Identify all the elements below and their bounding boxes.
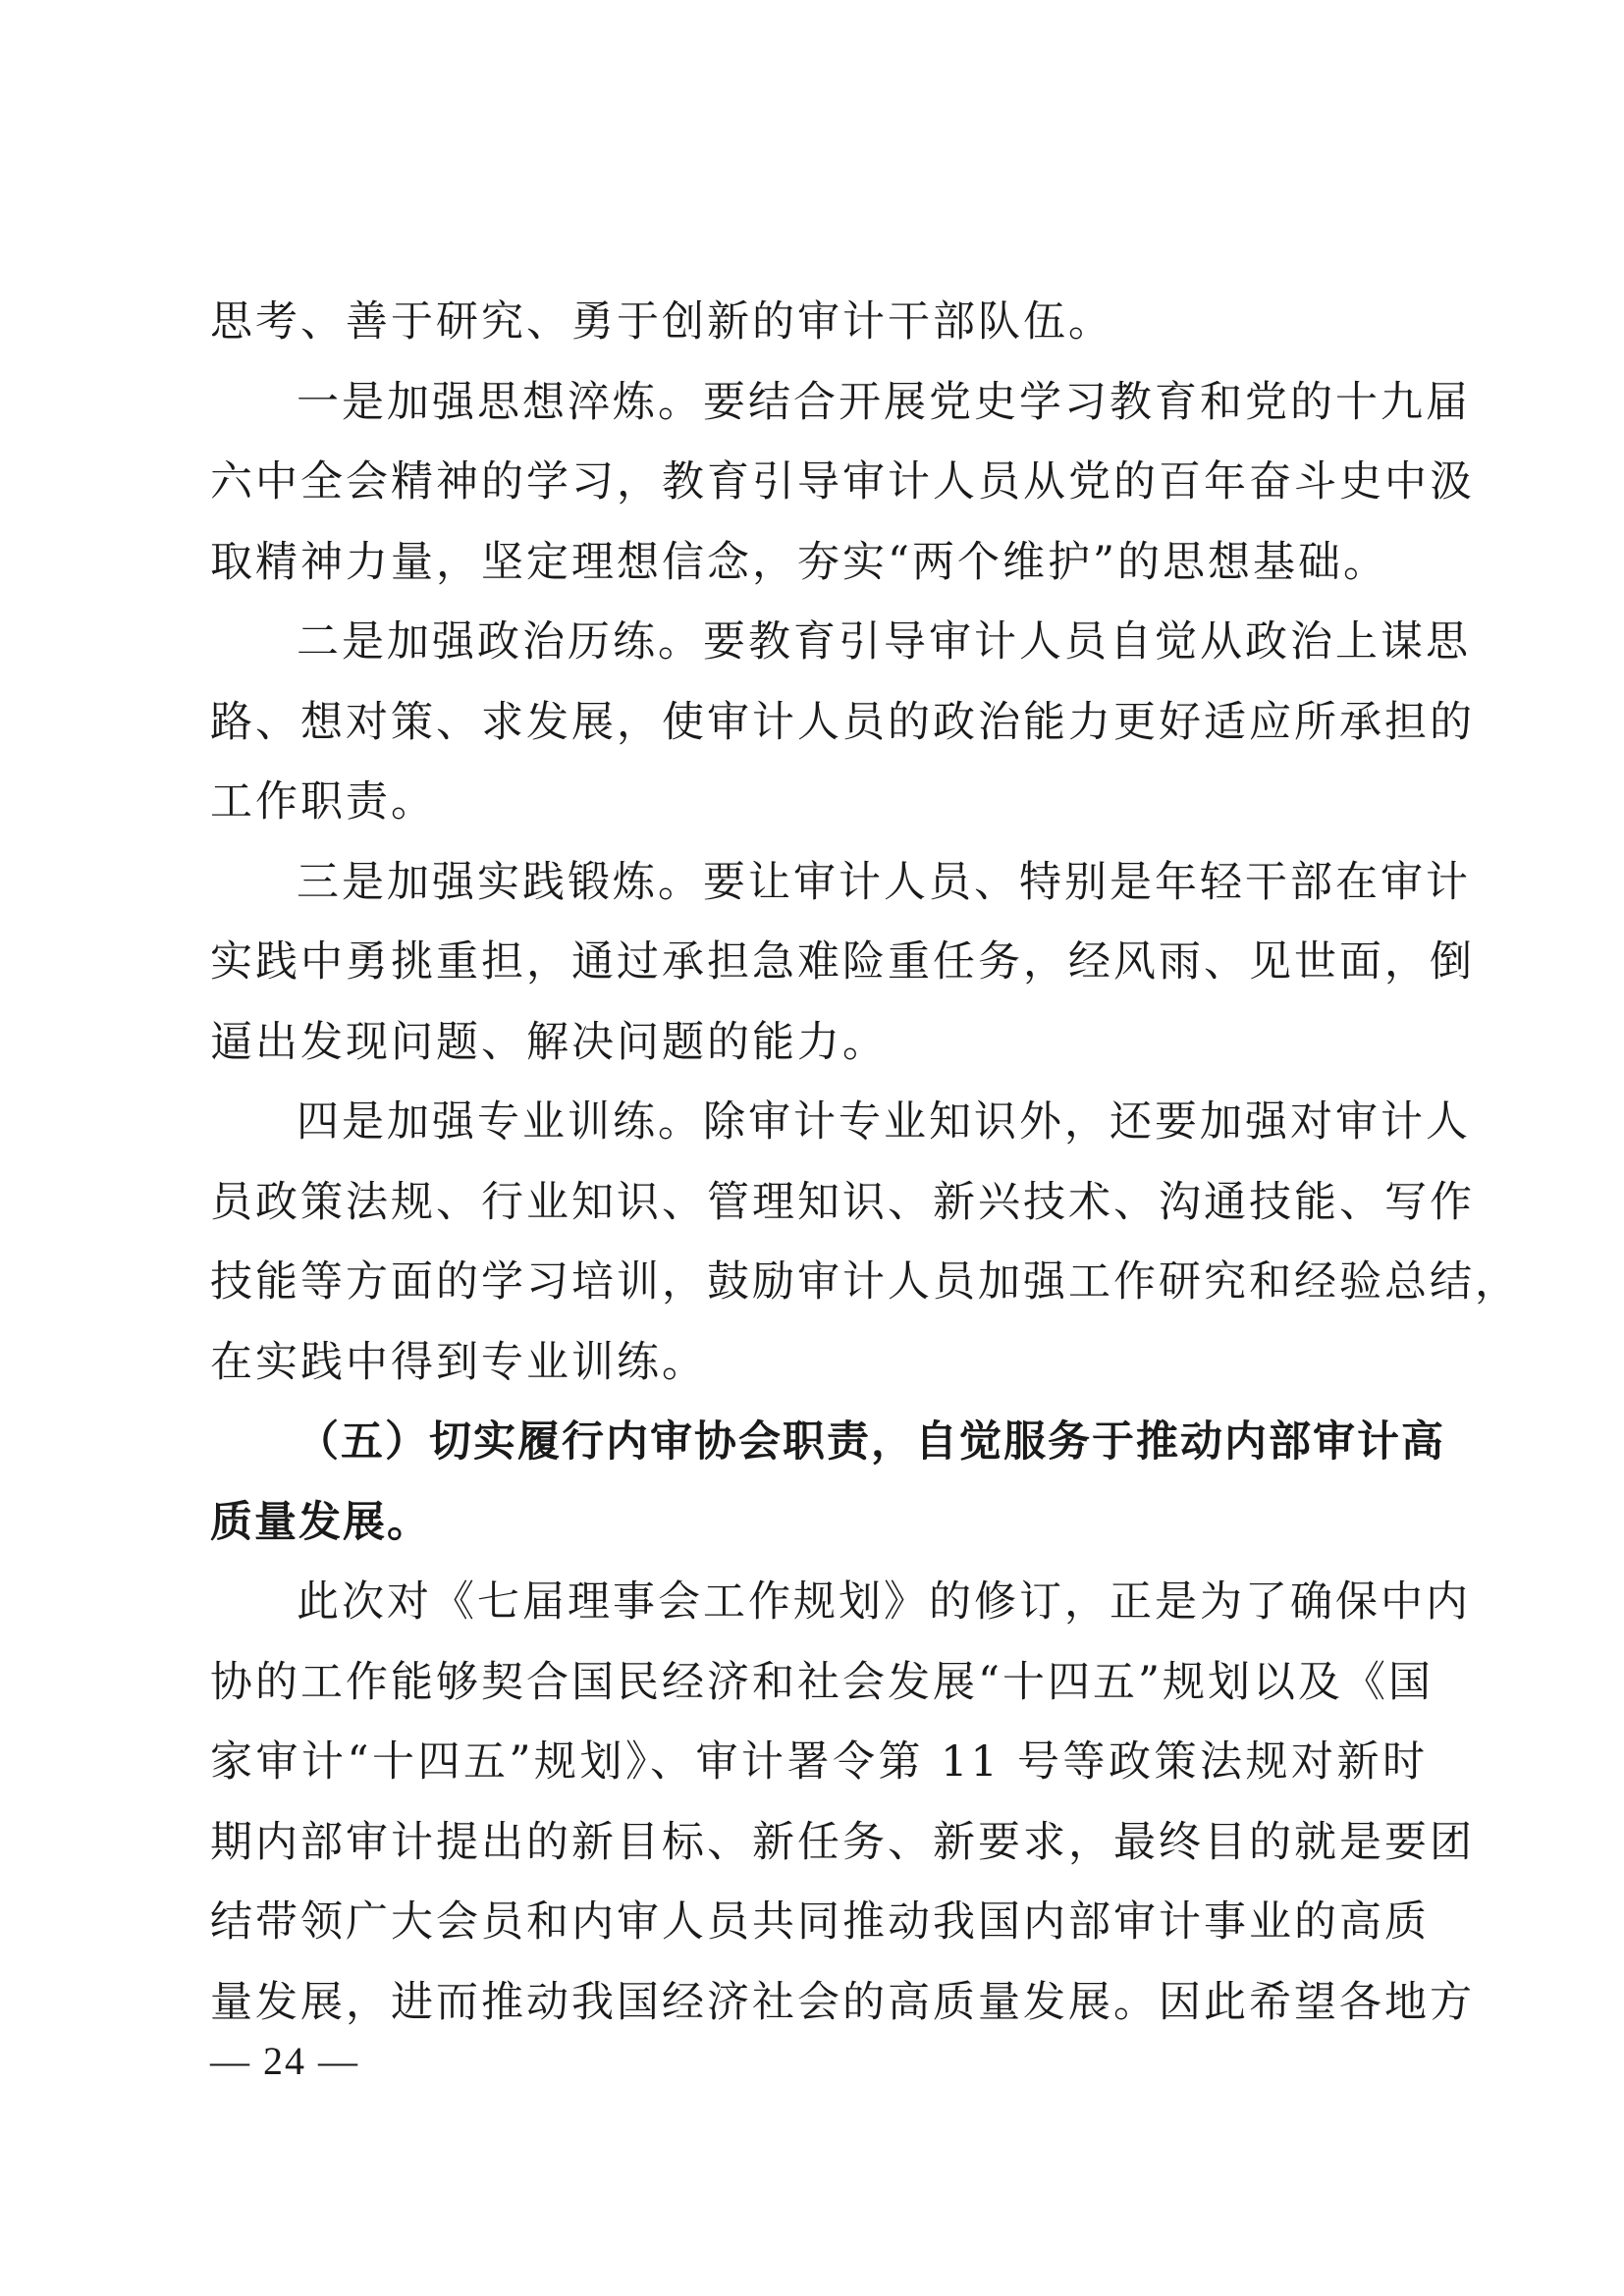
paragraph-line: 量发展，进而推动我国经济社会的高质量发展。因此希望各地方 [210, 1977, 1475, 2027]
paragraph-line: 一是加强思想淬炼。要结合开展党史学习教育和党的十九届 [297, 377, 1471, 427]
paragraph-line: 技能等方面的学习培训，鼓励审计人员加强工作研究和经验总结， [210, 1257, 1520, 1307]
paragraph-line: 六中全会精神的学习，教育引导审计人员从党的百年奋斗史中汲 [210, 457, 1475, 507]
paragraph-line: 在实践中得到专业训练。 [210, 1337, 707, 1387]
paragraph-line: 四是加强专业训练。除审计专业知识外，还要加强对审计人 [297, 1097, 1471, 1147]
paragraph-line: 三是加强实践锻炼。要让审计人员、特别是年轻干部在审计 [297, 857, 1471, 907]
page-number: — 24 — [210, 2039, 359, 2083]
paragraph-line: 二是加强政治历练。要教育引导审计人员自觉从政治上谋思 [297, 617, 1471, 667]
paragraph-line: 员政策法规、行业知识、管理知识、新兴技术、沟通技能、写作 [210, 1177, 1475, 1227]
paragraph-line: 思考、善于研究、勇于创新的审计干部队伍。 [210, 297, 1113, 347]
paragraph-line: 路、想对策、求发展，使审计人员的政治能力更好适应所承担的 [210, 697, 1475, 747]
paragraph-line: 逼出发现问题、解决问题的能力。 [210, 1017, 888, 1067]
body-text [210, 283, 1520, 2043]
paragraph-line: 家审计“十四五”规划》、审计署令第 11 号等政策法规对新时 [210, 1737, 1428, 1787]
paragraph-line: 实践中勇挑重担，通过承担急难险重任务，经风雨、见世面，倒 [210, 937, 1475, 987]
paragraph-line: 工作职责。 [210, 777, 436, 827]
section-heading-line: （五）切实履行内审协会职责，自觉服务于推动内部审计高 [297, 1417, 1445, 1467]
section-heading-line: 质量发展。 [210, 1497, 431, 1547]
paragraph-line: 此次对《七届理事会工作规划》的修订，正是为了确保中内 [297, 1577, 1471, 1627]
paragraph-line: 期内部审计提出的新目标、新任务、新要求，最终目的就是要团 [210, 1817, 1475, 1867]
paragraph-line: 取精神力量，坚定理想信念，夯实“两个维护”的思想基础。 [210, 537, 1388, 587]
paragraph-line: 结带领广大会员和内审人员共同推动我国内部审计事业的高质 [210, 1897, 1430, 1947]
paragraph-line: 协的工作能够契合国民经济和社会发展“十四五”规划以及《国 [210, 1657, 1434, 1707]
